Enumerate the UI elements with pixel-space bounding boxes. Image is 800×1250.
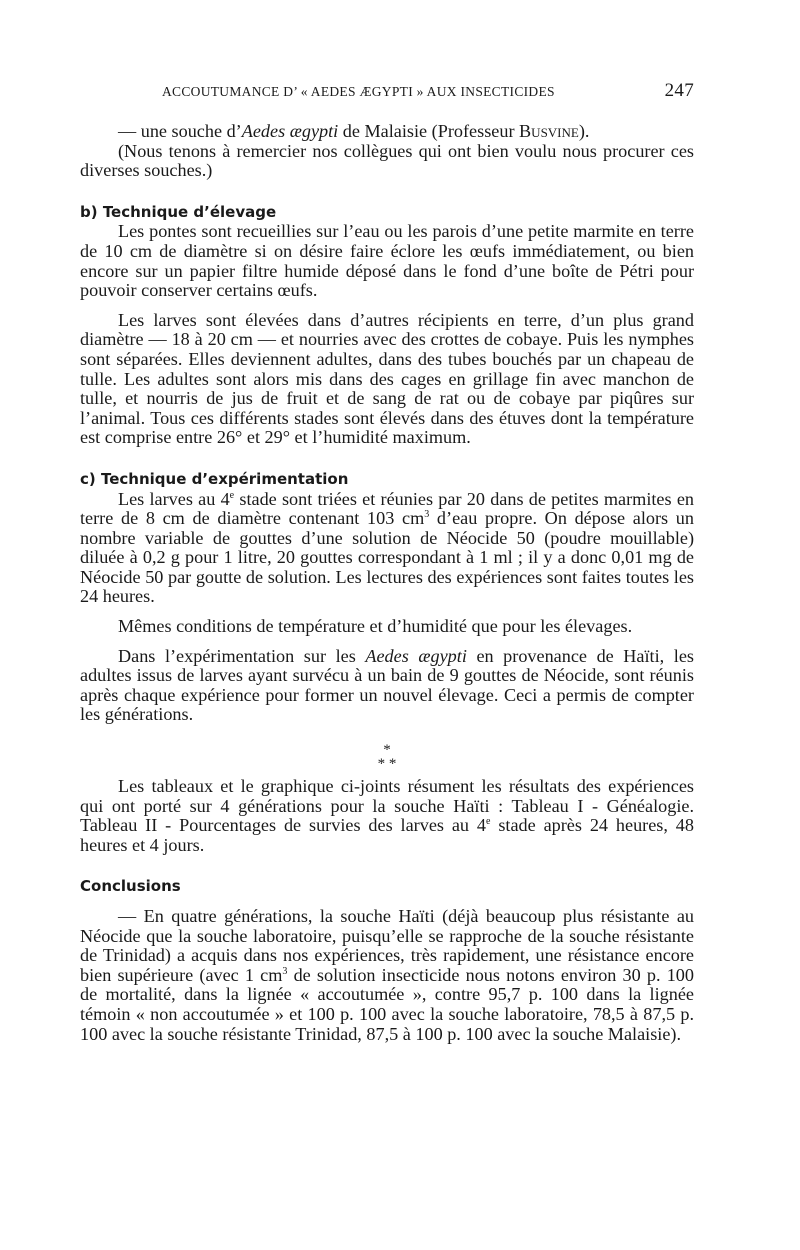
c-p3-text-a: Dans l’expérimentation sur les (118, 645, 366, 666)
intro-text-b: de Malaisie (Professeur (338, 121, 520, 141)
page-body (80, 122, 694, 1044)
intro-thanks: (Nous tenons à remercier nos collègues qui ont bien voulu nous procurer ces diverses souches.) (80, 140, 694, 181)
intro-text-a: — une souche d’ (118, 121, 242, 141)
intro-source-line (80, 122, 694, 142)
conclusions-text-a: — En quatre générations, la souche Haïti (déjà beaucoup plus résistante au Néocide que la souche laboratoire, puisqu’elle se rapproche de la souche résistante de Trinidad) a acquis dans nos expériences, très rapidement, une résistance encore bien supérieure (avec 1 cm (80, 906, 694, 985)
separator-bottom-stars: * * (377, 756, 397, 773)
species-name: Aedes ægypti (365, 645, 467, 666)
conclusions-text-b: de solution insecticide nous notons environ 30 p. 100 de mortalité, dans la lignée « accoutumée », contre 95,7 p. 100 dans la lignée témoin « non accoutumée » et 100 p. 100 avec la souche laboratoire, 78,5 à 87,5 p. 100 avec la souche résistante Trinidad, 87,5 à 100 p. 100 avec la souche Malaisie). (80, 964, 694, 1044)
section-c-paragraph-2: Mêmes conditions de température et d’humidité que pour les élevages. (118, 616, 633, 637)
page-number: 247 (664, 80, 694, 101)
running-title: ACCOUTUMANCE D’ « AEDES ÆGYPTI » AUX INSECTICIDES (162, 84, 555, 99)
section-c-heading: c) Technique d’expérimentation (80, 469, 349, 488)
c-p1-text-a: Les larves au 4 (118, 488, 230, 509)
c-p1-sup-2: 3 (424, 509, 430, 521)
conclusions-heading: Conclusions (80, 877, 181, 896)
c-p3-text-b: en provenance de Haïti, les adultes issus de larves ayant survécu à un bain de 9 gouttes de Néocide, sont réunis après chaque expérience pour former un nouvel élevage. Ceci a permis de compter les générations. (80, 645, 694, 725)
section-b-paragraph-2: Les larves sont élevées dans d’autres récipients en terre, d’un plus grand diamètre — 18 à 20 cm — et nourries avec des crottes de cobaye. Puis les nymphes sont séparées. Elles deviennent adultes, dans des tubes bouchés par un chapeau de tulle. Les adultes sont alors mis dans des cages en grillage fin avec manchon de tulle, et nourris de jus de fruit et de sang de rat ou de cobaye par piqûres sur l’animal. Tous ces différents stades sont élevés dans des étuves dont la température est comprise entre 26° et 29° et l’humidité maximum. (80, 309, 694, 448)
section-c-paragraph-3 (80, 647, 694, 725)
c-p1-sup-1: e (229, 489, 235, 501)
c-p1-text-b: stade sont triées et réunies par 20 dans de petites marmites en terre de 8 cm de diamètre contenant 103 cm (80, 488, 694, 529)
section-separator (80, 743, 694, 771)
separator-top-star: * (383, 742, 391, 759)
section-b-paragraph-1: Les pontes sont recueillies sur l’eau ou les parois d’une petite marmite en terre de 10 cm de diamètre si on désire faire éclore les œufs immédiatement, ou bien encore sur un papier filtre humide déposé dans le fond d’une boîte de Pétri pour pouvoir conserver certains œufs. (80, 221, 694, 301)
summary-sup: e (486, 816, 491, 828)
section-c-paragraph-1 (80, 490, 694, 608)
summary-text-b: stade après 24 heures, 48 heures et 4 jours. (80, 815, 694, 855)
species-name: Aedes ægypti (241, 121, 339, 141)
summary-text-a: Les tableaux et le graphique ci-joints résument les résultats des expériences qui ont porté sur 4 générations pour la souche Haïti : Tableau I - Généalogie. Tableau II - Pourcentages de survies des larves au 4 (80, 776, 694, 836)
section-b-heading: b) Technique d’élevage (80, 202, 277, 221)
c-p1-text-c: d’eau propre. On dépose alors un nombre variable de gouttes d’une solution de Néocide 50 (poudre mouillable) diluée à 0,2 g pour 1 litre, 20 gouttes correspondant à 1 ml ; il y a donc 0,01 mg de Néocide 50 par goutte de solution. Les lectures des expériences sont faites toutes les 24 heures. (80, 508, 694, 607)
summary-paragraph (80, 777, 694, 855)
professor-name: Busvine (519, 121, 579, 141)
conclusions-sup: 3 (282, 965, 288, 977)
intro-text-c: ). (578, 121, 590, 141)
conclusions-paragraph (80, 907, 694, 1044)
